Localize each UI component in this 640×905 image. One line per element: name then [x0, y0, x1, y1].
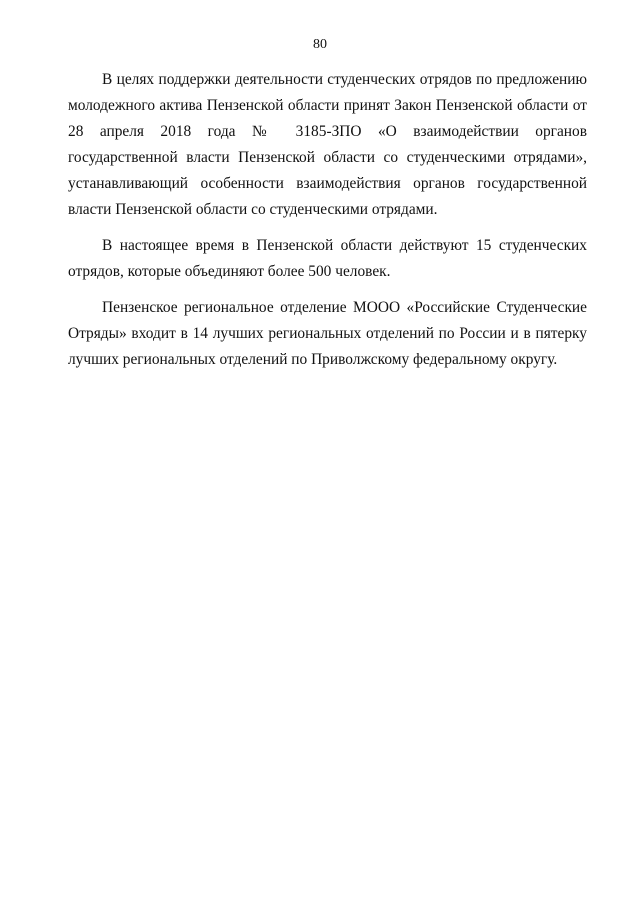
paragraph-regional-branch-ranking: Пензенское региональное отделение МООО «Российские Студенческие Отряды» входит в 14 лучших региональных отделений по России и в пятерку лучших региональных отделений по Приволжскому федеральному округу.: [68, 299, 587, 368]
document-body: [68, 67, 587, 383]
paragraph-student-squads-law: В целях поддержки деятельности студенческих отрядов по предложению молодежного актива Пензенской области принят Закон Пензенской области от 28 апреля 2018 года № 3185-ЗПО «О взаимодействии органов государственной власти Пензенской области со студенческими отрядами», устанавливающий особенности взаимодействия органов государственной власти Пензенской области со студенческими отрядами.: [68, 71, 587, 218]
paragraph-squads-count: В настоящее время в Пензенской области действуют 15 студенческих отрядов, которые объединяют более 500 человек.: [68, 237, 587, 280]
page-number: 80: [313, 37, 327, 52]
